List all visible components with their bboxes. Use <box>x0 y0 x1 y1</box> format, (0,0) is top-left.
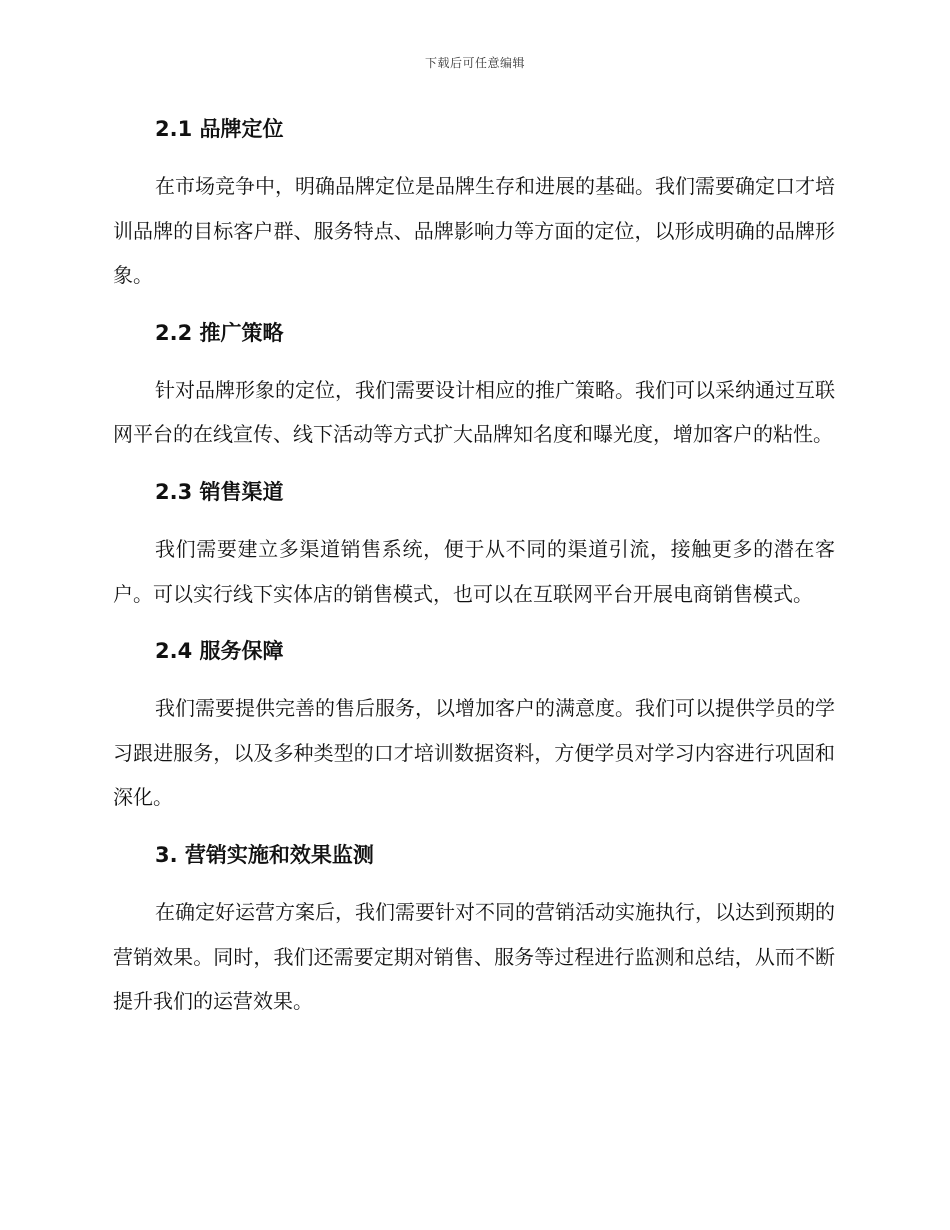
section-heading: 3. 营销实施和效果监测 <box>155 842 374 867</box>
section-paragraph: 针对品牌形象的定位，我们需要设计相应的推广策略。我们可以采纳通过互联网平台的在线宣传、线下活动等方式扩大品牌知名度和曝光度，增加客户的粘性。 <box>113 377 835 447</box>
section-paragraph: 我们需要建立多渠道销售系统，便于从不同的渠道引流，接触更多的潜在客户。可以实行线下实体店的销售模式，也可以在互联网平台开展电商销售模式。 <box>113 536 835 606</box>
section-marketing-implementation <box>113 835 835 1024</box>
section-paragraph: 在市场竞争中，明确品牌定位是品牌生存和进展的基础。我们需要确定口才培训品牌的目标客户群、服务特点、品牌影响力等方面的定位，以形成明确的品牌形象。 <box>113 174 835 288</box>
section-brand-positioning <box>113 109 835 298</box>
section-sales-channels <box>113 472 835 616</box>
section-heading: 2.2 推广策略 <box>155 320 284 345</box>
section-heading: 2.4 服务保障 <box>155 639 284 664</box>
section-heading: 2.3 销售渠道 <box>155 479 284 504</box>
section-promotion-strategy <box>113 313 835 457</box>
page-header: 下载后可任意编辑 <box>424 56 525 70</box>
section-service-guarantee <box>113 631 835 820</box>
section-heading: 2.1 品牌定位 <box>155 117 284 141</box>
section-paragraph: 我们需要提供完善的售后服务，以增加客户的满意度。我们可以提供学员的学习跟进服务，以及多种类型的口才培训数据资料，方便学员对学习内容进行巩固和深化。 <box>113 696 835 810</box>
document-body <box>113 109 835 1039</box>
section-paragraph: 在确定好运营方案后，我们需要针对不同的营销活动实施执行，以达到预期的营销效果。同时，我们还需要定期对销售、服务等过程进行监测和总结，从而不断提升我们的运营效果。 <box>113 899 835 1014</box>
